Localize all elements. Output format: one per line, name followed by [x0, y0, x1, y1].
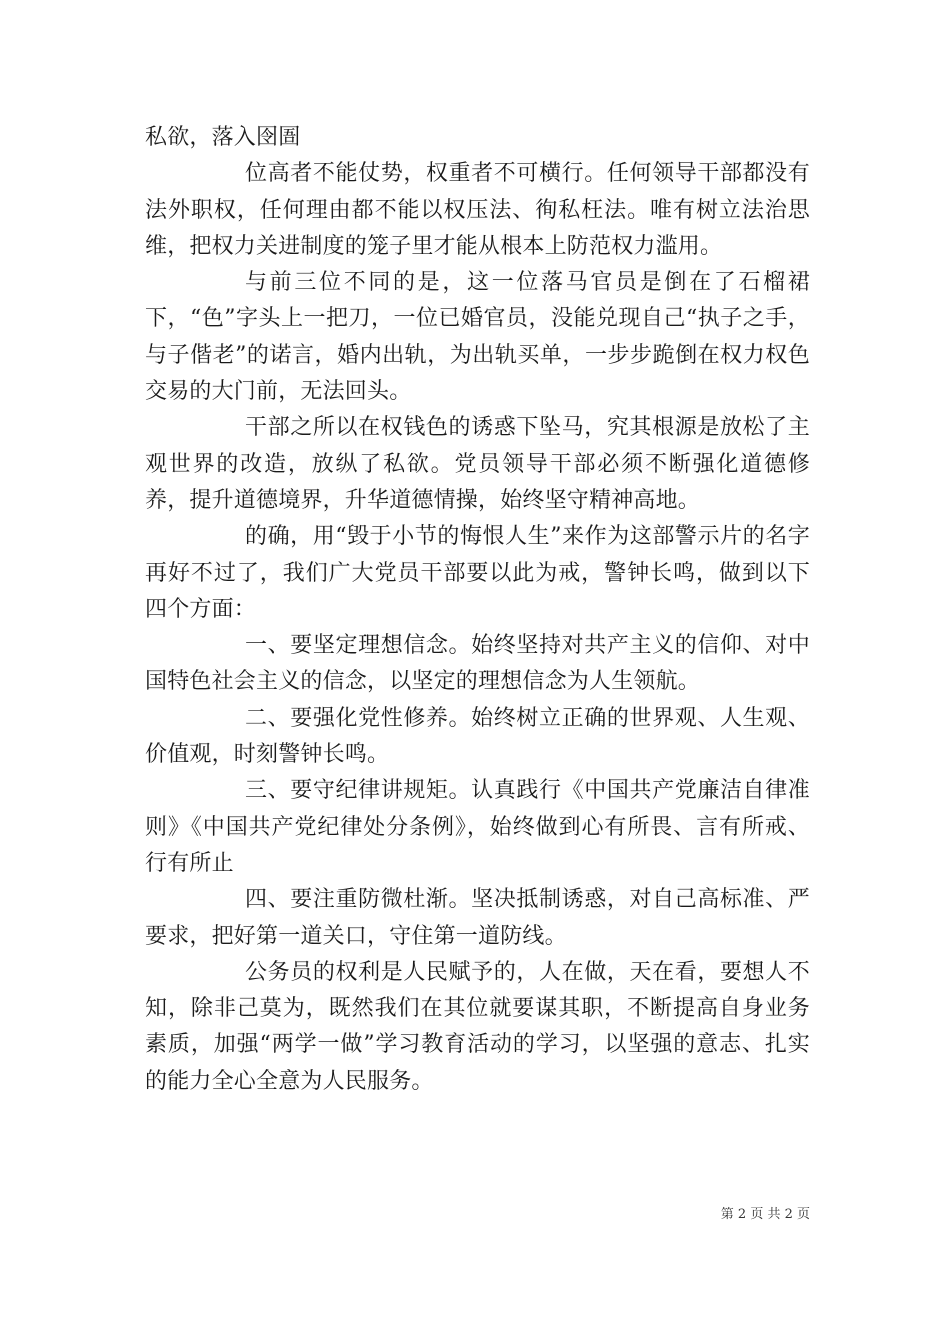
page-number: 第 2 页 共 2 页	[720, 1207, 810, 1222]
paragraph-film-title: 的确，用“毁于小节的悔恨人生”来作为这部警示片的名字再好不过了，我们广大党员干部要以此为戒，警钟长鸣，做到以下四个方面：	[145, 524, 810, 622]
paragraph-conclusion: 公务员的权利是人民赋予的，人在做，天在看，要想人不知，除非己莫为，既然我们在其位就要谋其职，不断提高自身业务素质，加强“两学一做”学习教育活动的学习，以坚强的意志、扎实的能力全心全意为人民服务。	[145, 959, 810, 1094]
paragraph-point-two: 二、要强化党性修养。始终树立正确的世界观、人生观、价值观，时刻警钟长鸣。	[145, 705, 810, 768]
paragraph-power-limits: 位高者不能仗势，权重者不可横行。任何领导干部都没有法外职权，任何理由都不能以权压法、徇私枉法。唯有树立法治思维，把权力关进制度的笼子里才能从根本上防范权力滥用。	[145, 161, 810, 259]
paragraph-point-one: 一、要坚定理想信念。始终坚持对共产主义的信仰、对中国特色社会主义的信念，以坚定的理想信念为人生领航。	[145, 633, 810, 695]
paragraph-point-three: 三、要守纪律讲规矩。认真践行《中国共产党廉洁自律准则》《中国共产党纪律处分条例》，始终做到心有所畏、言有所戒、行有所止	[145, 778, 810, 876]
paragraph-point-four: 四、要注重防微杜渐。坚决抵制诱惑，对自己高标准、严要求，把好第一道关口，守住第一道防线。	[145, 887, 810, 949]
document-body	[145, 120, 810, 1100]
paragraph-root-cause: 干部之所以在权钱色的诱惑下坠马，究其根源是放松了主观世界的改造，放纵了私欲。党员领导干部必须不断强化道德修养，提升道德境界，升华道德情操，始终坚守精神高地。	[145, 415, 810, 513]
paragraph-continuation: 私欲，落入囹圄	[145, 125, 301, 150]
paragraph-fourth-official: 与前三位不同的是，这一位落马官员是倒在了石榴裙下，“色”字头上一把刀，一位已婚官员，没能兑现自己“执子之手，与子偕老”的诺言，婚内出轨，为出轨买单，一步步跪倒在权力权色交易的大门前，无法回头。	[145, 270, 810, 405]
